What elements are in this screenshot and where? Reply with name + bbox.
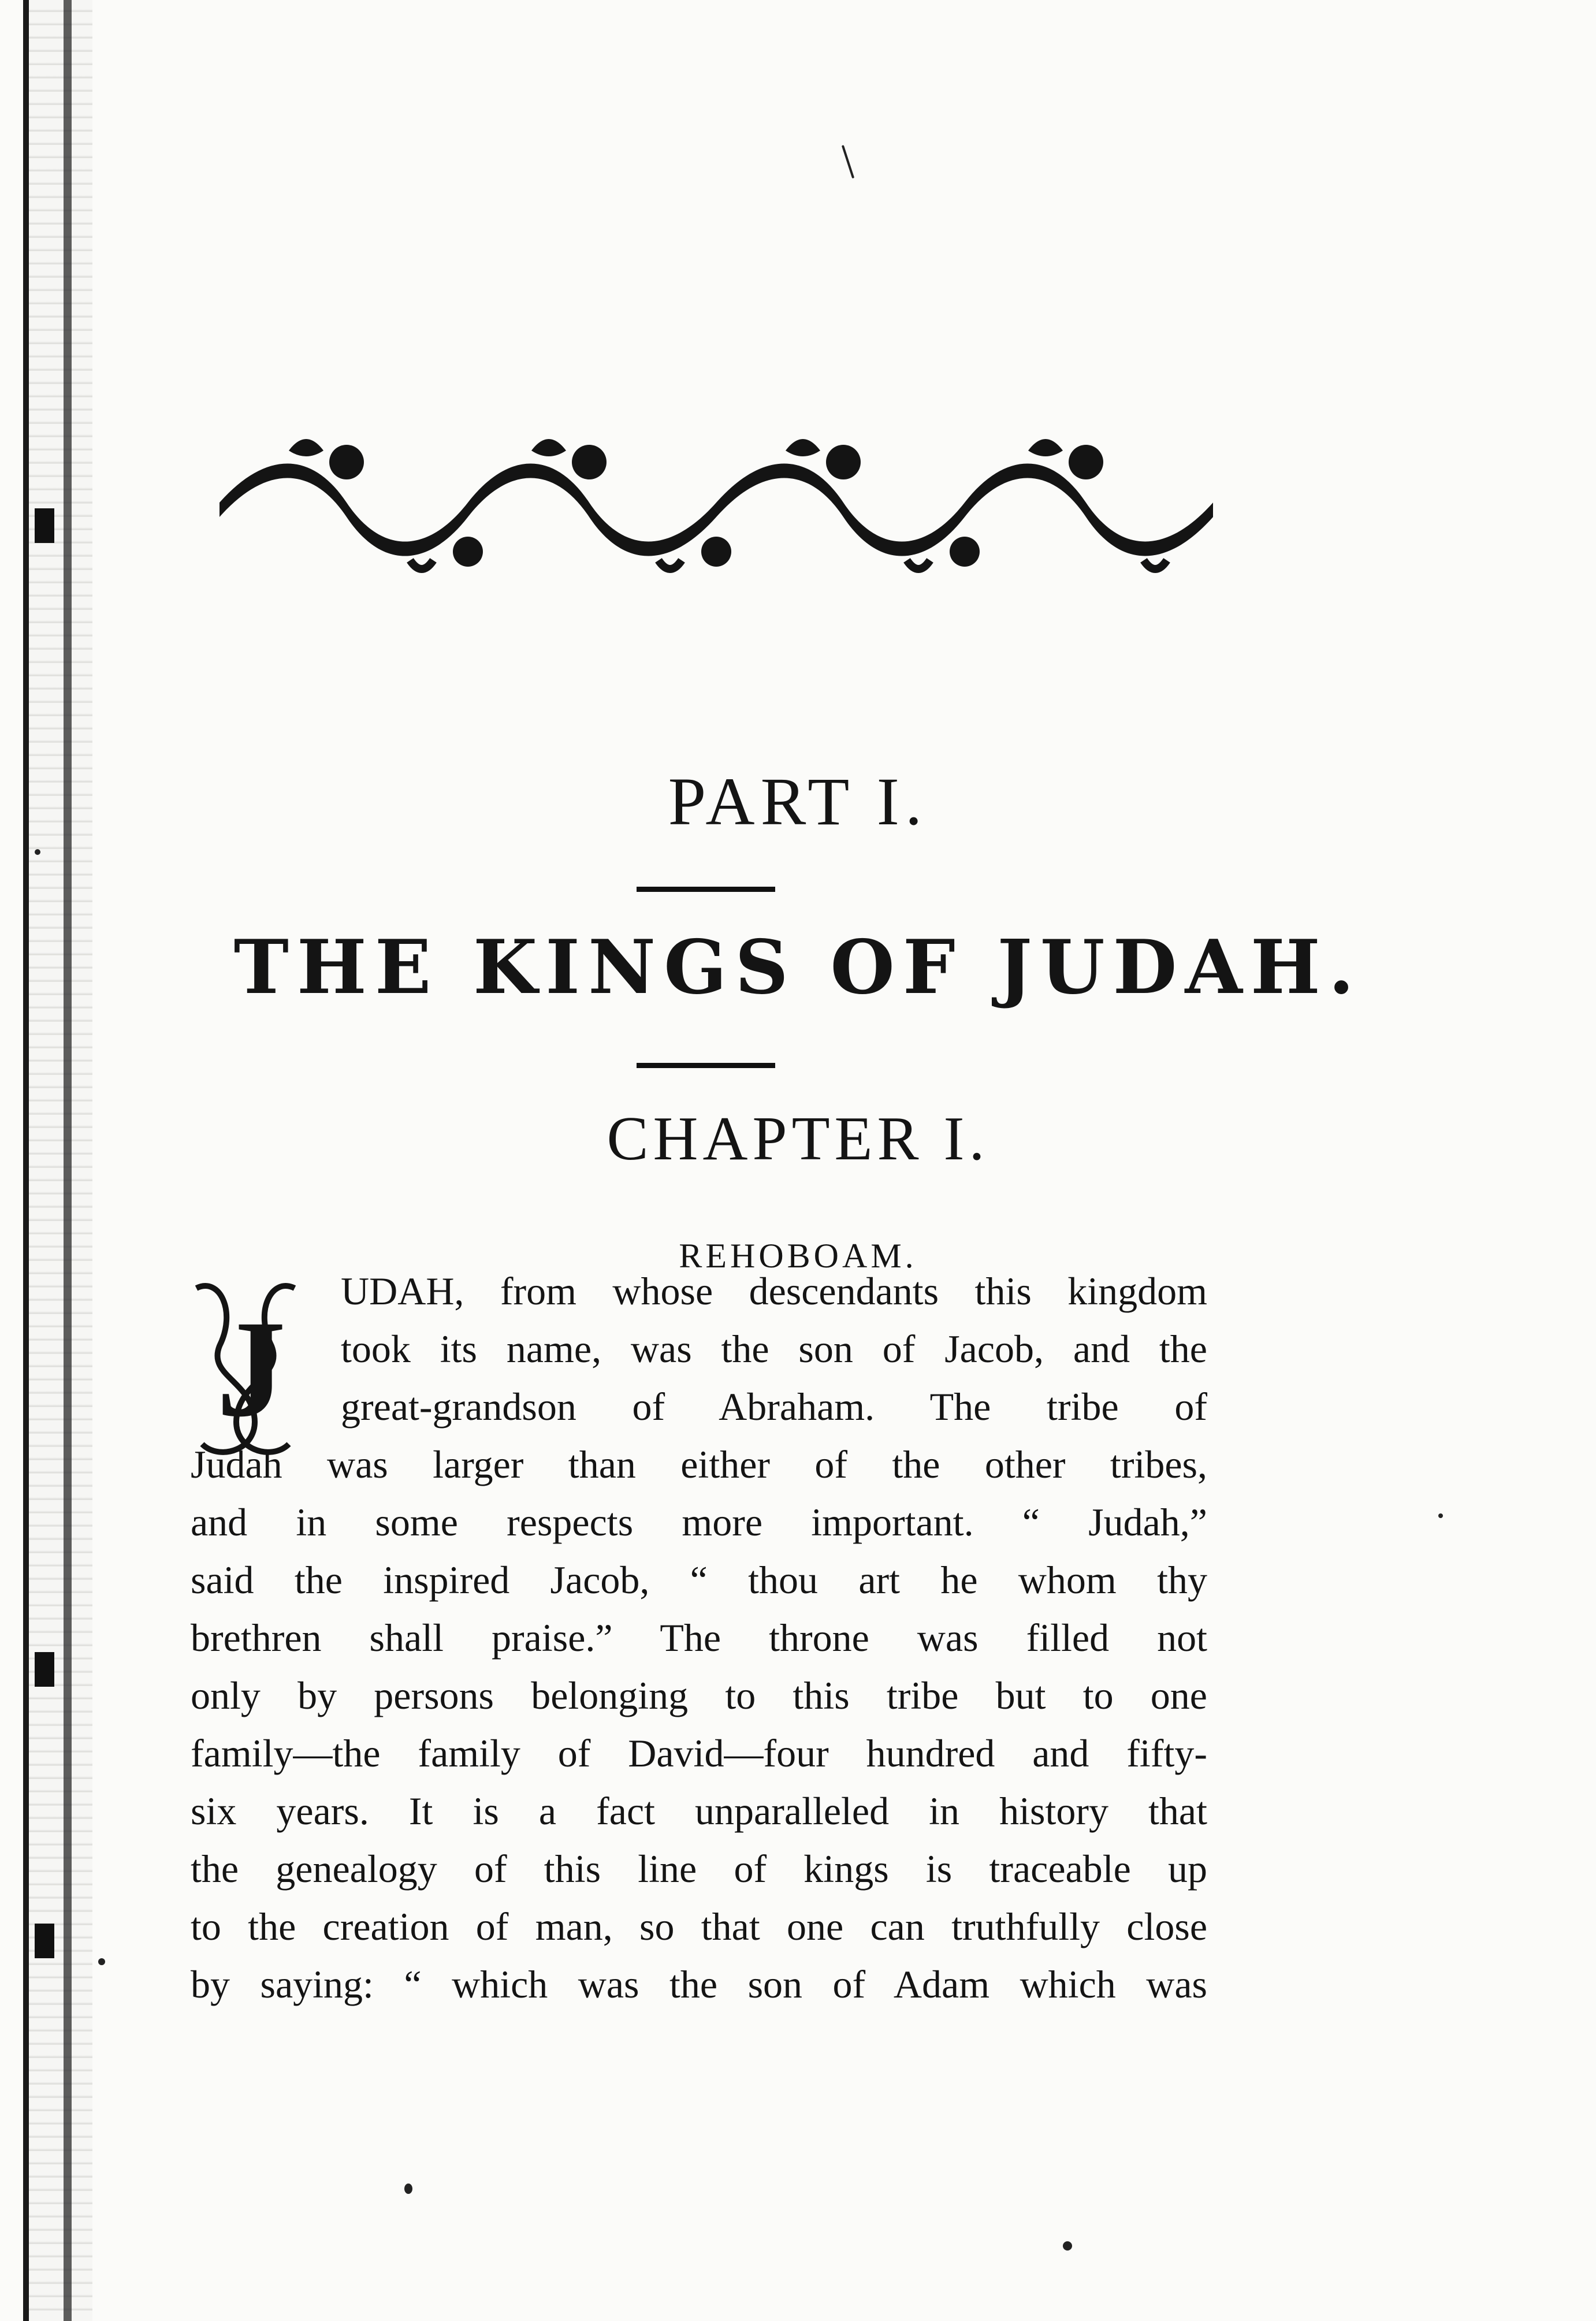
divider-rule: [637, 887, 775, 892]
scan-speck: [35, 849, 40, 855]
chapter-subject: REHOBOAM.: [679, 1237, 917, 1275]
drop-cap-letter: J: [217, 1292, 286, 1445]
body-line: UDAH, from whose descendants this kingdom: [341, 1269, 1207, 1313]
scan-speck: [404, 2184, 412, 2194]
binding-mark: [35, 1924, 54, 1958]
body-line: to the creation of man, so that one can truthfully close: [191, 1905, 1207, 1948]
divider-rule: [637, 1063, 775, 1068]
body-line: by saying: “ which was the son of Adam which was: [191, 1962, 1207, 2006]
part-heading: PART I.: [668, 764, 928, 839]
body-line: said the inspired Jacob, “ thou art he whom thy: [191, 1558, 1207, 1602]
body-line: only by persons belonging to this tribe but to one: [191, 1673, 1207, 1717]
binding-mark: [35, 1652, 54, 1687]
scan-speck: [842, 145, 854, 178]
scan-speck: [1438, 1513, 1443, 1518]
body-line: and in some respects more important. “ Judah,”: [191, 1500, 1207, 1544]
body-line: six years. It is a fact unparalleled in history that: [191, 1789, 1207, 1833]
body-line: family—the family of David—four hundred and fifty-: [191, 1731, 1207, 1775]
scan-speck: [98, 1958, 105, 1965]
part-title: THE KINGS OF JUDAH.: [233, 924, 1363, 1011]
body-line: the genealogy of this line of kings is traceable up: [191, 1847, 1207, 1891]
body-line: great-grandson of Abraham. The tribe of: [341, 1385, 1207, 1429]
chapter-heading: CHAPTER I.: [607, 1104, 989, 1173]
body-line: Judah was larger than either of the other tribes,: [191, 1442, 1207, 1486]
body-line: took its name, was the son of Jacob, and the: [341, 1327, 1207, 1371]
decorative-floral-headpiece: [220, 416, 1213, 578]
body-line: brethren shall praise.” The throne was filled not: [191, 1616, 1207, 1660]
binding-mark: [35, 508, 54, 543]
scan-speck: [1063, 2241, 1072, 2251]
